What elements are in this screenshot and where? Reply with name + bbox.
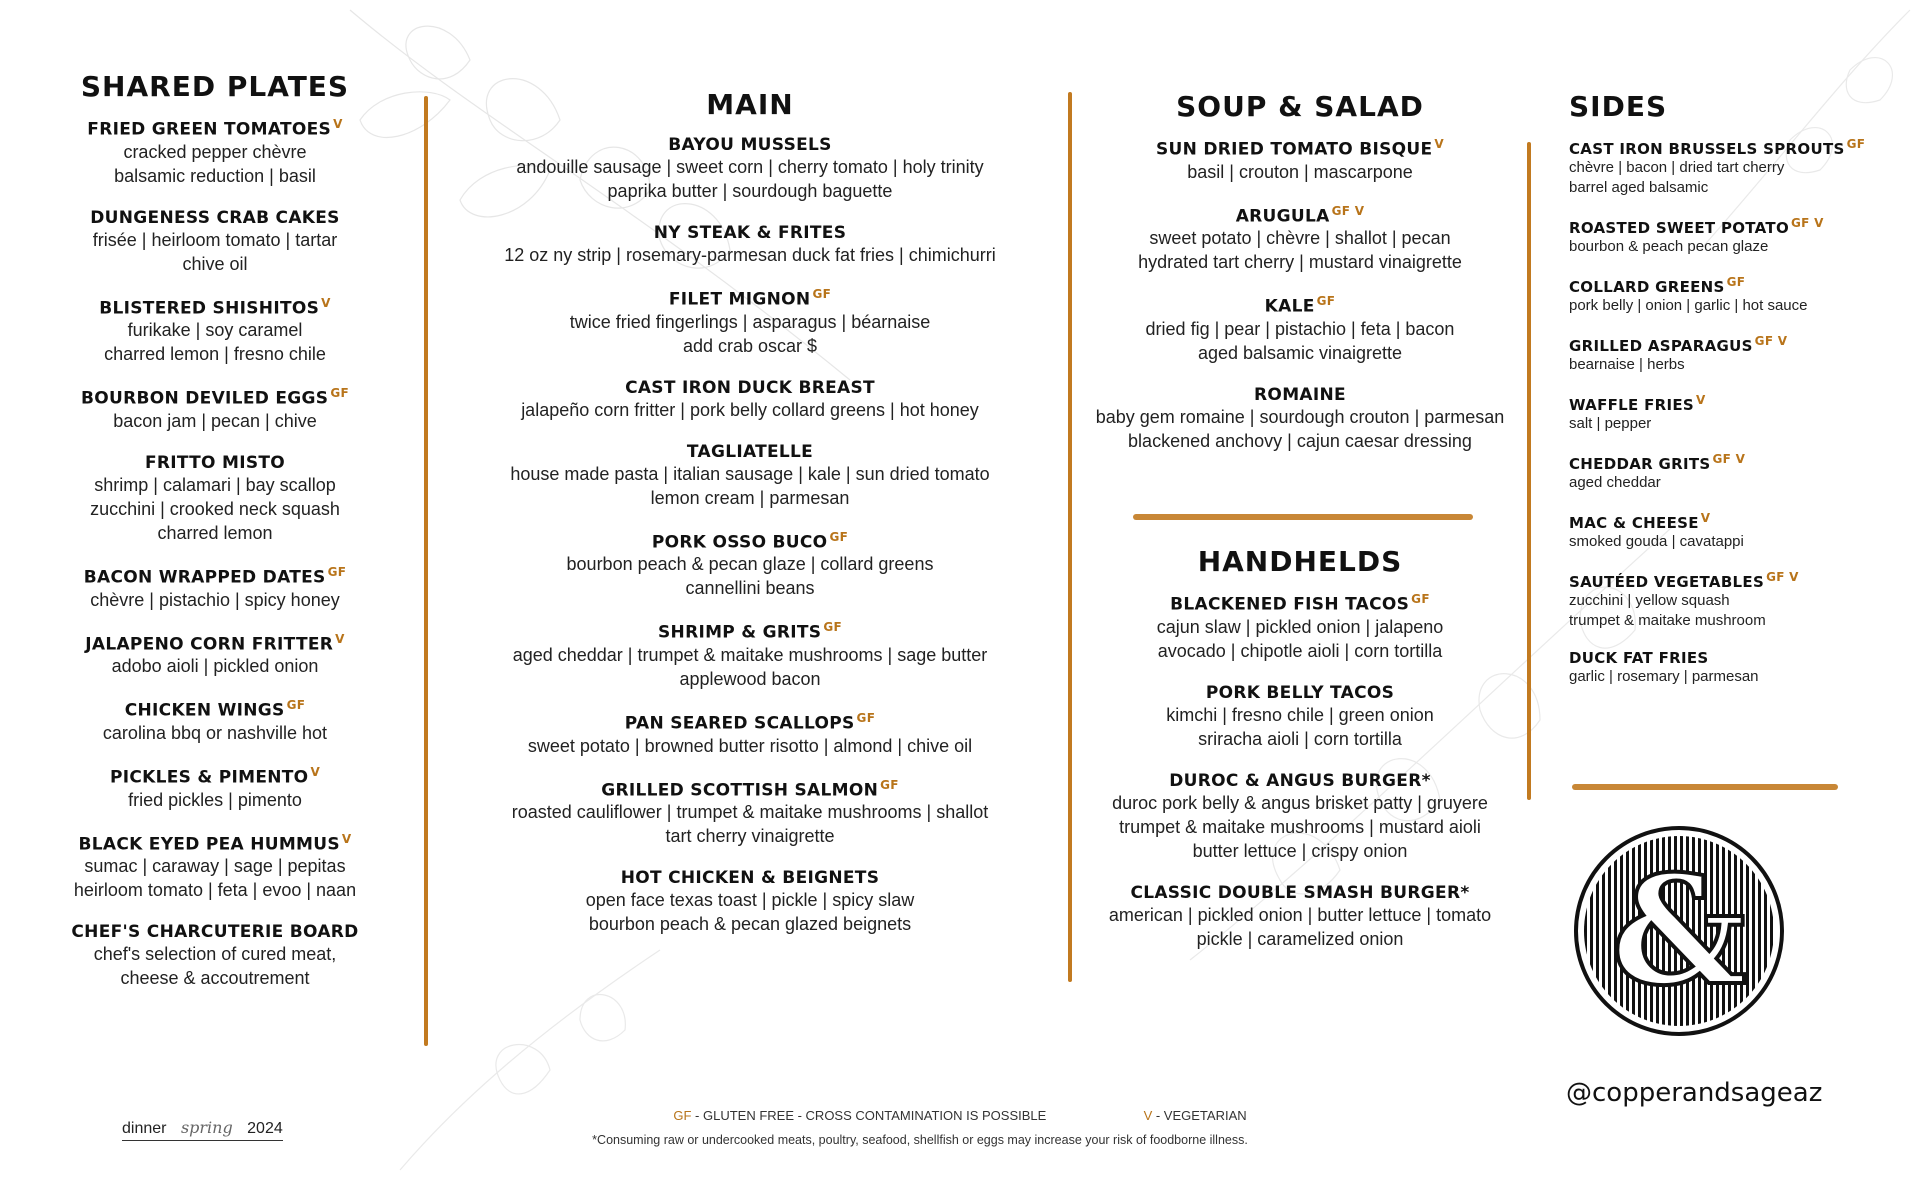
- menu-item: [40, 632, 390, 679]
- menu-item-name: [450, 223, 1050, 243]
- menu-item-description: hydrated tart cherry | mustard vinaigrette: [1138, 252, 1462, 273]
- menu-item-description: sumac | caraway | sage | pepitas: [84, 856, 346, 877]
- menu-item-description: trumpet & maitake mushroom: [1569, 612, 1766, 629]
- menu-item-description: zucchini | yellow squash: [1569, 592, 1730, 609]
- dietary-tag: V: [335, 631, 345, 646]
- menu-item-description: add crab oscar $: [682, 335, 818, 356]
- menu-item-name: [450, 442, 1050, 462]
- menu-item-description: pork belly | onion | garlic | hot sauce: [1569, 297, 1808, 314]
- menu-item-title: CHICKEN WINGS: [124, 700, 285, 721]
- menu-item-name: [450, 711, 1050, 734]
- menu-item-title: JALAPENO CORN FRITTER: [85, 634, 334, 655]
- main-list: [450, 135, 1050, 936]
- menu-item: [450, 711, 1050, 758]
- menu-item-title: FRIED GREEN TOMATOES: [87, 119, 332, 140]
- menu-item-name: [40, 117, 390, 140]
- menu-item-title: NY STEAK & FRITES: [653, 223, 847, 243]
- dietary-tag: V: [341, 831, 352, 846]
- menu-item-description: balsamic reduction | basil: [114, 165, 316, 186]
- dietary-tag: GF: [829, 529, 849, 544]
- dietary-tag: GF: [823, 620, 842, 635]
- menu-item-title: SHRIMP & GRITS: [658, 622, 822, 643]
- menu-item: [1080, 137, 1520, 184]
- menu-item-description: dried fig | pear | pistachio | feta | bacon: [1145, 318, 1455, 339]
- gf-key: GF: [673, 1108, 692, 1123]
- menu-item-description: heirloom tomato | feta | evoo | naan: [73, 880, 357, 901]
- menu-item-title: PICKLES & PIMENTO: [109, 767, 309, 788]
- column-divider: [1527, 142, 1531, 800]
- dietary-tag: GF: [1726, 275, 1746, 289]
- menu-item-description: cheese & accoutrement: [120, 968, 310, 989]
- menu-item-description: duroc pork belly & angus brisket patty | gruyere: [1112, 792, 1488, 813]
- menu-item-title: ARUGULA: [1235, 206, 1330, 227]
- menu-item-name: [1569, 452, 1899, 473]
- menu-item-title: ROMAINE: [1254, 384, 1346, 405]
- menu-item: [450, 378, 1050, 422]
- menu-item-description: bourbon peach & pecan glazed beignets: [588, 914, 912, 935]
- menu-item-description: sriracha aioli | corn tortilla: [1198, 728, 1402, 749]
- menu-item-name: [40, 386, 390, 409]
- menu-item-description: furikake | soy caramel: [127, 320, 303, 341]
- menu-item-description: carolina bbq or nashville hot: [102, 722, 328, 743]
- menu-item-title: PAN SEARED SCALLOPS: [624, 713, 855, 734]
- dietary-tag: GF: [330, 386, 349, 401]
- menu-item-description: andouille sausage | sweet corn | cherry tomato | holy trinity: [516, 157, 984, 177]
- menu-item-description: cracked pepper chèvre: [123, 141, 307, 162]
- menu-item: [1569, 137, 1899, 198]
- menu-item-name: [1569, 649, 1899, 667]
- menu-item: [1080, 294, 1520, 365]
- menu-item: [450, 223, 1050, 267]
- dietary-tag: V: [1696, 393, 1706, 407]
- menu-item: [1080, 883, 1520, 951]
- menu-item-title: PORK BELLY TACOS: [1205, 682, 1395, 703]
- menu-item-name: [40, 832, 390, 855]
- sides-list: [1569, 137, 1899, 687]
- menu-item-description: chèvre | pistachio | spicy honey: [90, 589, 340, 610]
- menu-item-name: [450, 378, 1050, 398]
- menu-item-description: smoked gouda | cavatappi: [1569, 533, 1744, 550]
- menu-item: [40, 565, 390, 612]
- menu-item-description: cannellini beans: [685, 578, 815, 599]
- menu-item-description: bourbon & peach pecan glaze: [1569, 238, 1769, 255]
- menu-item-title: BLACK EYED PEA HUMMUS: [78, 834, 340, 855]
- menu-item: [40, 922, 390, 990]
- menu-item-title: DUNGENESS CRAB CAKES: [90, 207, 340, 228]
- menu-item-description: trumpet & maitake mushrooms | mustard aioli: [1119, 816, 1481, 837]
- menu-item: [1569, 334, 1899, 375]
- menu-item-description: twice fried fingerlings | asparagus | béarnaise: [569, 311, 931, 332]
- menu-item: [40, 117, 390, 188]
- menu-item-name: [1080, 204, 1520, 227]
- menu-item-description: blackened anchovy | cajun caesar dressing: [1128, 430, 1472, 451]
- menu-item-title: KALE: [1264, 296, 1315, 317]
- section-divider: [1572, 784, 1838, 790]
- menu-item: [40, 208, 390, 276]
- handhelds-section: [1080, 545, 1520, 971]
- menu-item-name: [40, 453, 390, 473]
- menu-item-name: [1080, 771, 1520, 791]
- menu-item: [40, 698, 390, 745]
- menu-item-title: FILET MIGNON: [668, 289, 811, 310]
- ampersand-logo-glyph: &: [1611, 843, 1747, 1019]
- section-title: SIDES: [1569, 90, 1668, 123]
- menu-item-description: chèvre | bacon | dried tart cherry: [1569, 159, 1785, 176]
- season-stamp: [122, 1118, 283, 1141]
- menu-item-title: TAGLIATELLE: [686, 441, 814, 462]
- menu-item-description: basil | crouton | mascarpone: [1187, 161, 1413, 182]
- menu-item-description: bourbon peach & pecan glaze | collard greens: [566, 554, 934, 575]
- menu-item-name: [450, 287, 1050, 310]
- menu-item-title: DUCK FAT FRIES: [1569, 649, 1709, 667]
- column-divider: [1068, 92, 1072, 982]
- menu-item-description: paprika butter | sourdough baguette: [607, 181, 893, 201]
- menu-item-description: aged cheddar: [1569, 474, 1661, 491]
- dietary-legend: [560, 1108, 1360, 1123]
- v-key: V: [1143, 1108, 1153, 1123]
- dietary-tag: GF: [1846, 137, 1866, 151]
- menu-item-title: SUN DRIED TOMATO BISQUE: [1155, 139, 1433, 160]
- menu-item-description: baby gem romaine | sourdough crouton | parmesan: [1095, 406, 1505, 427]
- column-divider: [424, 96, 428, 1046]
- menu-item-description: garlic | rosemary | parmesan: [1569, 668, 1759, 685]
- dietary-tag: V: [1700, 511, 1711, 525]
- menu-item-title: BLISTERED SHISHITOS: [99, 298, 320, 319]
- menu-item: [1569, 393, 1899, 434]
- menu-item-description: adobo aioli | pickled onion: [111, 656, 319, 677]
- menu-item-name: [40, 632, 390, 655]
- menu-item-name: [1569, 570, 1899, 591]
- season-year: 2024: [247, 1120, 283, 1137]
- menu-item-name: [40, 698, 390, 721]
- menu-item-description: kimchi | fresno chile | green onion: [1166, 704, 1434, 725]
- menu-item-name: [40, 765, 390, 788]
- shared-plates-list: [40, 117, 390, 990]
- menu-item-description: 12 oz ny strip | rosemary-parmesan duck fat fries | chimichurri: [504, 245, 996, 265]
- dietary-tag: GF: [856, 710, 876, 725]
- menu-item-title: FRITTO MISTO: [144, 452, 286, 473]
- menu-item-title: CHEDDAR GRITS: [1569, 455, 1711, 473]
- main-section: [450, 88, 1050, 956]
- menu-item-name: [1080, 294, 1520, 317]
- dietary-tag: GF V: [1754, 334, 1788, 348]
- menu-item-description: sweet potato | browned butter risotto | almond | chive oil: [527, 735, 973, 756]
- menu-item-title: SAUTÉED VEGETABLES: [1569, 573, 1765, 591]
- menu-item-name: [450, 530, 1050, 553]
- dietary-tag: GF: [812, 287, 832, 301]
- menu-item-description: bearnaise | herbs: [1569, 356, 1685, 373]
- menu-item: [450, 442, 1050, 510]
- menu-item: [1569, 570, 1899, 631]
- soup-salad-list: [1080, 137, 1520, 453]
- season-label: dinner: [122, 1120, 167, 1137]
- menu-item-name: [1080, 883, 1520, 903]
- menu-item-name: [450, 778, 1050, 801]
- menu-item: [1569, 216, 1899, 257]
- menu-item: [450, 868, 1050, 936]
- menu-item-title: CAST IRON DUCK BREAST: [625, 377, 875, 398]
- gf-text: - GLUTEN FREE - CROSS CONTAMINATION IS POSSIBLE: [691, 1108, 1047, 1123]
- menu-item-description: sweet potato | chèvre | shallot | pecan: [1149, 228, 1451, 249]
- section-title: MAIN: [706, 88, 794, 121]
- menu-item: [40, 296, 390, 367]
- menu-item-description: american | pickled onion | butter lettuce | tomato: [1108, 904, 1492, 925]
- menu-item: [1569, 649, 1899, 687]
- menu-item-description: house made pasta | italian sausage | kale | sun dried tomato: [510, 463, 990, 484]
- dietary-tag: V: [333, 117, 343, 131]
- menu-item: [1080, 385, 1520, 453]
- menu-item-description: applewood bacon: [679, 668, 821, 689]
- menu-item-description: salt | pepper: [1569, 415, 1652, 432]
- menu-item-description: charred lemon: [157, 522, 273, 543]
- menu-item-description: fried pickles | pimento: [128, 789, 302, 810]
- menu-item: [1569, 452, 1899, 493]
- menu-item-description: open face texas toast | pickle | spicy slaw: [585, 890, 915, 911]
- menu-item-description: bacon jam | pecan | chive: [113, 410, 317, 431]
- disclaimer: *Consuming raw or undercooked meats, poultry, seafood, shellfish or eggs may increase your risk of foodborne illness.: [592, 1133, 1248, 1147]
- menu-item-name: [450, 868, 1050, 888]
- menu-item-name: [40, 565, 390, 588]
- menu-item-name: [1080, 683, 1520, 703]
- dietary-tag: GF: [1411, 592, 1430, 606]
- menu-item: [450, 135, 1050, 203]
- menu-item-name: [450, 135, 1050, 155]
- menu-item-name: [450, 620, 1050, 643]
- menu-item-description: chive oil: [182, 253, 248, 274]
- menu-item: [40, 386, 390, 433]
- menu-item-description: chef's selection of cured meat,: [93, 944, 337, 965]
- dietary-tag: GF V: [1331, 203, 1365, 218]
- menu-item-title: BACON WRAPPED DATES: [83, 567, 326, 588]
- dietary-tag: GF: [1316, 294, 1336, 309]
- menu-item-name: [40, 208, 390, 228]
- menu-item-description: aged cheddar | trumpet & maitake mushrooms | sage butter: [512, 644, 988, 665]
- menu-item: [450, 778, 1050, 849]
- menu-item-title: MAC & CHEESE: [1569, 514, 1699, 532]
- dietary-tag: V: [1434, 137, 1445, 151]
- social-handle: @copperandsageaz: [1566, 1078, 1823, 1108]
- dietary-tag: GF V: [1766, 570, 1799, 584]
- menu-item-description: avocado | chipotle aioli | corn tortilla: [1157, 640, 1443, 661]
- menu-item-title: ROASTED SWEET POTATO: [1569, 219, 1789, 237]
- v-text: - VEGETARIAN: [1152, 1108, 1247, 1123]
- menu-item-title: CAST IRON BRUSSELS SPROUTS: [1569, 140, 1845, 158]
- menu-item-name: [1569, 393, 1899, 414]
- menu-item-name: [1569, 511, 1899, 532]
- menu-item-title: DUROC & ANGUS BURGER*: [1169, 770, 1431, 791]
- menu-item-title: WAFFLE FRIES: [1569, 396, 1695, 414]
- menu-item-title: BLACKENED FISH TACOS: [1170, 594, 1410, 615]
- menu-item: [40, 765, 390, 812]
- menu-item-name: [1080, 137, 1520, 160]
- season-script: spring: [180, 1118, 233, 1137]
- menu-item-description: cajun slaw | pickled onion | jalapeno: [1156, 616, 1444, 637]
- sides-section: [1569, 90, 1899, 705]
- menu-item-description: roasted cauliflower | trumpet & maitake mushrooms | shallot: [511, 802, 989, 823]
- dietary-tag: GF: [880, 777, 899, 792]
- section-title: SOUP & SALAD: [1176, 90, 1424, 123]
- menu-item: [450, 287, 1050, 358]
- menu-item-description: butter lettuce | crispy onion: [1192, 840, 1408, 861]
- menu-item-title: BOURBON DEVILED EGGS: [81, 388, 329, 409]
- menu-item-description: lemon cream | parmesan: [650, 487, 850, 508]
- menu-item-title: COLLARD GREENS: [1569, 278, 1725, 296]
- menu-item-description: jalapeño corn fritter | pork belly collard greens | hot honey: [521, 399, 979, 420]
- menu-item-name: [1080, 385, 1520, 405]
- menu-item: [1080, 771, 1520, 863]
- menu-item: [1080, 592, 1520, 663]
- handhelds-list: [1080, 592, 1520, 951]
- menu-item-name: [1569, 334, 1899, 355]
- menu-item-title: CHEF'S CHARCUTERIE BOARD: [71, 922, 359, 943]
- menu-item-title: PORK OSSO BUCO: [651, 532, 828, 553]
- menu-item-description: zucchini | crooked neck squash: [90, 498, 340, 519]
- menu-item-title: HOT CHICKEN & BEIGNETS: [620, 868, 880, 889]
- menu-item: [450, 530, 1050, 601]
- menu-item-title: BAYOU MUSSELS: [668, 135, 832, 155]
- menu-item: [1080, 683, 1520, 751]
- dietary-tag: V: [321, 295, 331, 310]
- dietary-tag: GF V: [1791, 216, 1824, 230]
- shared-plates-section: [40, 70, 390, 1010]
- soup-salad-section: [1080, 90, 1520, 473]
- menu-item-title: GRILLED SCOTTISH SALMON: [601, 780, 879, 801]
- menu-item-description: pickle | caramelized onion: [1196, 928, 1404, 949]
- menu-item: [1080, 204, 1520, 275]
- menu-item-description: barrel aged balsamic: [1569, 179, 1709, 196]
- menu-item: [450, 620, 1050, 691]
- menu-item-name: [1569, 137, 1899, 158]
- menu-item-name: [1569, 216, 1899, 237]
- dietary-tag: GF V: [1712, 452, 1746, 466]
- section-title: SHARED PLATES: [80, 70, 350, 103]
- section-divider: [1133, 514, 1473, 520]
- menu-item-description: aged balsamic vinaigrette: [1197, 342, 1403, 363]
- section-title: HANDHELDS: [1197, 545, 1403, 578]
- menu-item-title: CLASSIC DOUBLE SMASH BURGER*: [1130, 882, 1470, 903]
- menu-item-name: [40, 296, 390, 319]
- menu-item-name: [1080, 592, 1520, 615]
- logo: [1574, 826, 1784, 1036]
- menu-item: [40, 832, 390, 903]
- menu-item-name: [40, 922, 390, 942]
- menu-item: [1569, 275, 1899, 316]
- menu-item-description: shrimp | calamari | bay scallop: [94, 474, 336, 495]
- menu-item: [1569, 511, 1899, 552]
- dietary-tag: V: [310, 764, 321, 779]
- dietary-tag: GF: [327, 564, 347, 579]
- menu-item: [40, 453, 390, 545]
- menu-item-description: tart cherry vinaigrette: [665, 826, 835, 847]
- menu-item-name: [1569, 275, 1899, 296]
- dietary-tag: GF: [286, 698, 306, 713]
- menu-item-description: frisée | heirloom tomato | tartar: [92, 229, 338, 250]
- menu-item-description: charred lemon | fresno chile: [104, 344, 326, 365]
- menu-item-title: GRILLED ASPARAGUS: [1569, 337, 1753, 355]
